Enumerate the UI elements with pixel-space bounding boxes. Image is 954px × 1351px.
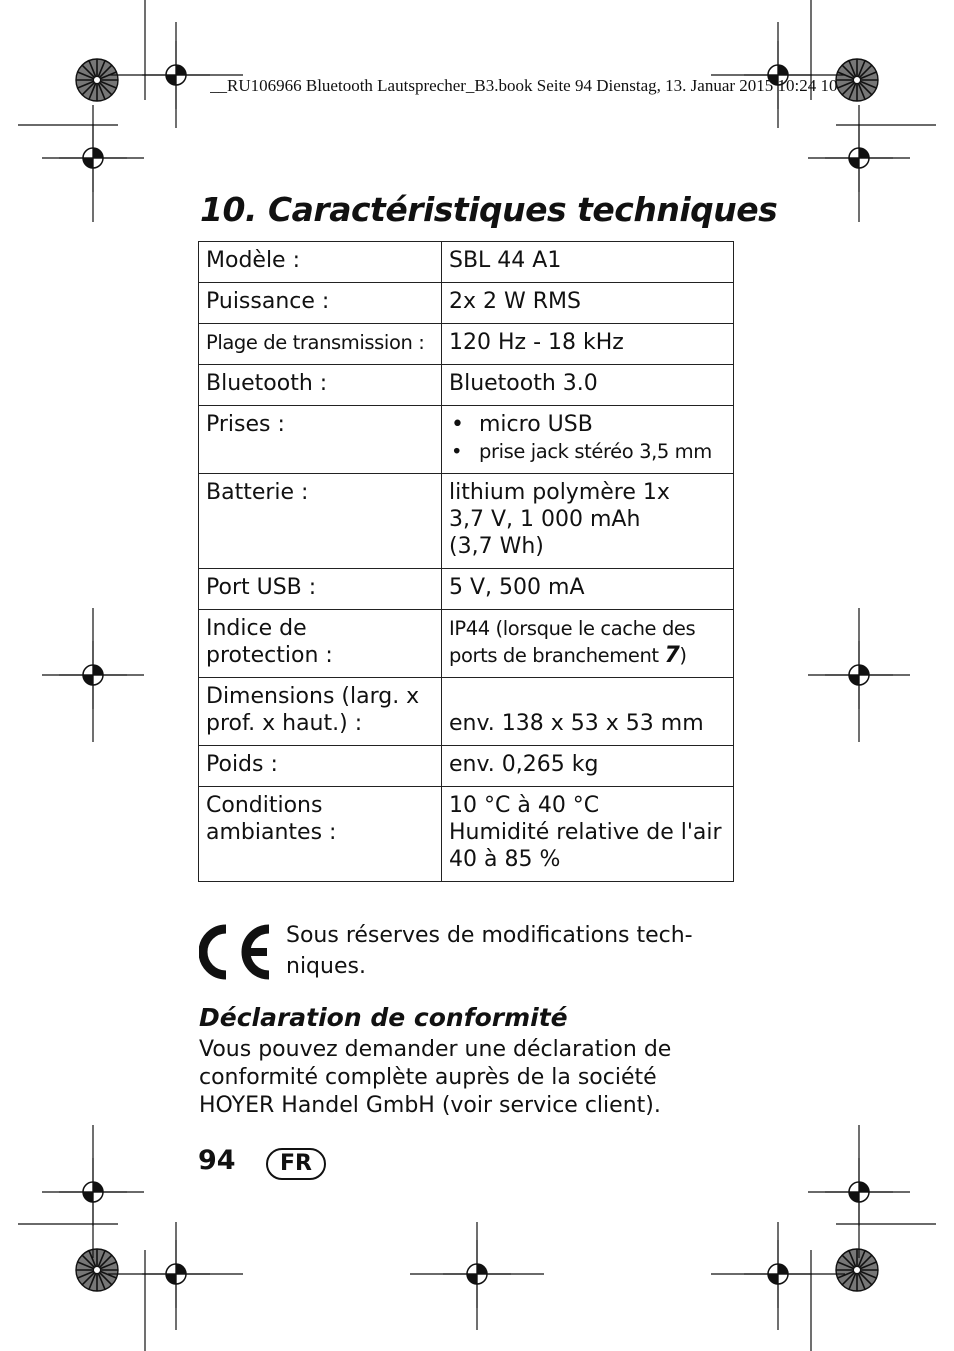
value-line: (3,7 Wh): [449, 534, 544, 559]
spec-label: Prises :: [199, 406, 442, 474]
table-row: [199, 610, 734, 678]
spec-label: [199, 678, 442, 746]
spec-value: [442, 787, 734, 882]
table-row: [199, 474, 734, 569]
reference-number: 7: [664, 643, 680, 668]
table-row: [199, 283, 734, 324]
spec-label: Plage de transmission :: [199, 324, 442, 365]
language-badge: FR: [266, 1148, 326, 1180]
table-row: [199, 746, 734, 787]
table-row: [199, 242, 734, 283]
spec-value: [442, 610, 734, 678]
list-item: • micro USB: [449, 411, 727, 438]
page-title: 10. Caractéristiques techniques: [200, 190, 778, 229]
value-line: 40 à 85 %: [449, 847, 561, 872]
spec-label: [199, 610, 442, 678]
value-line: 10 °C à 40 °C: [449, 793, 600, 818]
spec-value: env. 138 x 53 x 53 mm: [442, 678, 734, 746]
spec-label: Batterie :: [199, 474, 442, 569]
value-text: IP44 (lorsque le cache des ports de branchement: [449, 617, 696, 667]
value-line: lithium polymère 1x: [449, 480, 670, 505]
spec-label: [199, 787, 442, 882]
spec-value: [442, 406, 734, 474]
declaration-body: Vous pouvez demander une déclaration de conformité complète auprès de la société HOYER Handel GmbH (voir service client).: [199, 1037, 672, 1118]
page-number: 94: [198, 1145, 236, 1176]
list-item: • prise jack stéréo 3,5 mm: [449, 438, 727, 465]
spec-value: SBL 44 A1: [442, 242, 734, 283]
ce-note: Sous réserves de modifications tech-niques.: [286, 923, 693, 979]
table-row: [199, 324, 734, 365]
label-line: Dimensions (larg. x: [206, 684, 420, 709]
declaration-title: Déclaration de conformité: [199, 1003, 568, 1032]
spec-value: 2x 2 W RMS: [442, 283, 734, 324]
spec-label: Poids :: [199, 746, 442, 787]
label-line: prof. x haut.) :: [206, 711, 363, 736]
label-line: Indice de: [206, 616, 307, 641]
specs-table: [198, 241, 734, 882]
table-row: [199, 787, 734, 882]
value-line: 3,7 V, 1 000 mAh: [449, 507, 641, 532]
value-text: ): [679, 644, 687, 667]
table-row: [199, 406, 734, 474]
table-row: [199, 569, 734, 610]
label-line: Conditions: [206, 793, 323, 818]
spec-label: Bluetooth :: [199, 365, 442, 406]
spec-value: 5 V, 500 mA: [442, 569, 734, 610]
spec-label: Puissance :: [199, 283, 442, 324]
label-line: ambiantes :: [206, 820, 337, 845]
spec-label: Modèle :: [199, 242, 442, 283]
spec-value: [442, 474, 734, 569]
spec-value: env. 0,265 kg: [442, 746, 734, 787]
table-row: [199, 678, 734, 746]
ce-mark-icon: [199, 924, 275, 980]
label-line: protection :: [206, 643, 333, 668]
print-header: __RU106966 Bluetooth Lautsprecher_B3.book Seite 94 Dienstag, 13. Januar 2015 10:24 10: [210, 76, 838, 95]
spec-label: Port USB :: [199, 569, 442, 610]
spec-value: 120 Hz - 18 kHz: [442, 324, 734, 365]
table-row: [199, 365, 734, 406]
value-line: Humidité relative de l'air: [449, 820, 722, 845]
spec-value: Bluetooth 3.0: [442, 365, 734, 406]
